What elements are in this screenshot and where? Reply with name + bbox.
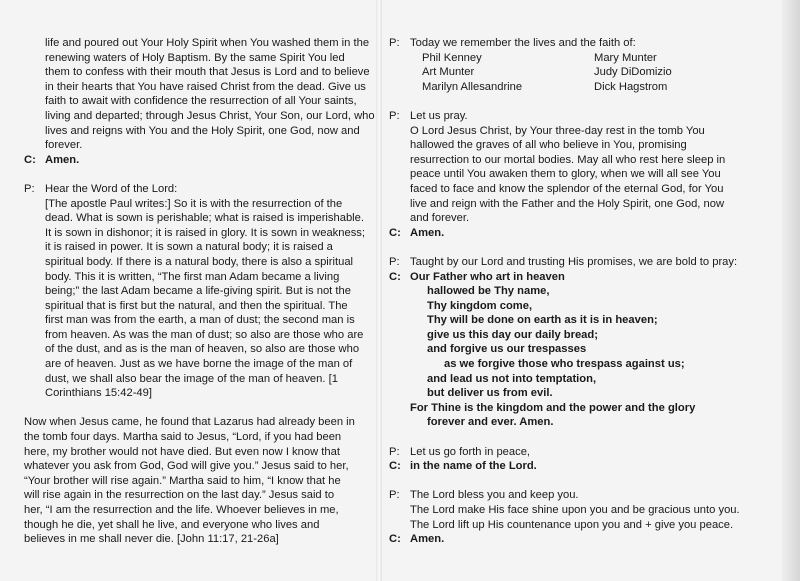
reading-epistle [24,182,366,401]
response-text: Amen. [45,153,80,166]
speaker-label: C: [389,533,401,546]
response-text: in the name of the Lord. [410,460,537,473]
response-amen-3 [389,532,729,547]
dismissal [389,445,729,460]
dismissal-response [389,459,729,474]
prayer-continuation [24,36,375,153]
text-line: spiritual body. If there is a natural body, there is also a spiritual [45,255,354,268]
benediction-text [410,488,740,532]
prayer-line: and forgive us our trespasses [427,343,587,356]
text-line: it is raised in power. It is sown a natural body; it is raised a [45,241,333,254]
closing-prayer-text [410,109,729,226]
remembered-name: Marilyn Allesandrine [422,80,523,93]
text-line: being;” the last Adam became a life-giving spirit. But is not the [45,285,351,298]
prayer-line: and lead us not into temptation, [427,372,597,385]
prayer-line: Thy kingdom come, [427,299,533,312]
text-line: dead. What is sown is perishable; what is raised is imperishable. [45,212,364,225]
page-edge-shadow [782,0,800,581]
text-line: hallowed the graves of all who believe in You, promising [410,139,687,152]
text-line: from heaven. As was the man of dust; so also are those who are [45,328,364,341]
text-line: living and departed; through Jesus Christ, Your Son, our Lord, who [45,109,375,122]
text-line: forever. [45,139,83,152]
names-column-2 [594,51,744,95]
speaker-label: P: [24,182,35,195]
prayer-line: give us this day our daily bread; [427,328,598,341]
text-line: and forever. [410,212,470,225]
remembered-name: Judy DiDomizio [594,66,672,79]
text-line: whatever you ask from God, God will give you.” Jesus said to her, [24,460,349,473]
text-line: in their hearts that You have raised Christ from the dead. Give us [45,80,366,93]
text-line: live and reign with the Father and the Holy Spirit, one God, now [410,197,725,210]
prayer-line: but deliver us from evil. [427,387,553,400]
text-line: life and poured out Your Holy Spirit when You washed them in the [45,37,370,49]
prayer-line: Thy will be done on earth as it is in heaven; [427,314,658,327]
text-line: body. This it is written, “The first man Adam became a living [45,270,340,283]
speaker-label: P: [389,489,400,502]
prayer-line: forever and ever. Amen. [427,416,554,429]
prayer-line: Our Father who art in heaven [410,270,565,283]
text-line: here, my brother would not have died. But even now I know that [24,445,340,458]
text-line: spiritual that is first but the natural, and then the spiritual. The [45,299,348,312]
text-line: [The apostle Paul writes:] So it is with the resurrection of the [45,197,343,210]
text-line: resurrection to our mortal bodies. May all who rest here sleep in [410,153,726,166]
text-line: The Lord lift up His countenance upon you and + give you peace. [410,518,734,531]
speaker-label: P: [389,37,400,49]
speaker-label: C: [389,270,401,283]
text-line: though he die, yet shall he live, and everyone who lives and [24,518,320,531]
text-line: Corinthians 15:42-49] [45,387,152,400]
speaker-label: P: [389,109,400,122]
speaker-label: C: [389,226,401,239]
lords-prayer-intro [389,255,738,270]
text-line: her, “I am the resurrection and the life. Whoever believes in me, [24,504,339,516]
text-line: It is sown in dishonor; it is raised in glory. It is sown in weakness; [45,226,366,239]
speaker-label: C: [24,153,36,166]
page-fold [376,0,382,581]
speaker-label: P: [389,445,400,458]
prayer-line: hallowed be Thy name, [427,285,550,298]
remembered-name: Art Munter [422,66,475,79]
gospel-text [24,415,360,546]
text-line: first man was from the earth, a man of dust; the second man is [45,314,355,327]
lords-prayer-text [410,270,729,431]
prayer-text [45,36,375,153]
text-line: peace until You awaken them to glory, when we will all see You [410,168,721,181]
text-line: them to confess with their mouth that Jesus is Lord and to believe [45,66,370,79]
right-page [389,36,740,547]
remembrance [389,36,729,51]
text-line: Hear the Word of the Lord: [45,182,178,195]
text-line: faith to await with confidence the resurrection of all Your saints, [45,95,357,108]
text-line: faced to face and know the splendor of the eternal God, for You [410,182,724,195]
text-line: “Your brother will rise again.” Martha said to him, “I know that he [24,474,341,487]
remembered-name: Mary Munter [594,51,657,64]
text-line: of the dust, and as is the man of heaven, so also are those who [45,343,360,356]
names-column-1 [422,51,594,95]
text-line: O Lord Jesus Christ, by Your three-day rest in the tomb You [410,124,705,137]
epistle-text [45,182,365,401]
remembered-name: Phil Kenney [422,51,482,64]
prayer-line: as we forgive those who trespass against us; [444,358,685,371]
remembrance-text: Today we remember the lives and the faith of: [410,37,636,49]
lords-prayer [389,270,729,431]
response-amen-2 [389,226,729,241]
text-line: Let us pray. [410,109,468,122]
names-list [389,51,729,95]
text-line: believes in me shall never die. [John 11:17, 21-26a] [24,533,279,546]
left-page [24,36,375,547]
response-text: Amen. [410,226,445,239]
text-line: will rise again in the resurrection on the last day.” Jesus said to [24,489,335,502]
dismissal-text: Let us go forth in peace, [410,445,531,458]
text-line: the tomb four days. Martha said to Jesus, “Lord, if you had been [24,431,342,444]
text-line: are of heaven. Just as we have borne the image of the man of [45,358,353,371]
text-line: The Lord bless you and keep you. [410,489,579,502]
remembered-name: Dick Hagstrom [594,80,668,93]
text-line: Now when Jesus came, he found that Lazarus had already been in [24,416,355,429]
text-line: lives and reigns with You and the Holy Spirit, one God, now and [45,124,360,137]
closing-prayer [389,109,729,226]
prayer-line: For Thine is the kingdom and the power and the glory [410,401,696,414]
speaker-label: P: [389,255,400,268]
response-amen [24,153,360,168]
intro-text: Taught by our Lord and trusting His promises, we are bold to pray: [410,255,738,268]
text-line: renewing waters of Holy Baptism. By the same Spirit You led [45,51,345,64]
speaker-label: C: [389,460,401,473]
response-text: Amen. [410,533,445,546]
benediction [389,488,740,532]
text-line: The Lord make His face shine upon you and be gracious unto you. [410,504,740,516]
text-line: dust, we shall also bear the image of the man of heaven. [1 [45,372,338,385]
